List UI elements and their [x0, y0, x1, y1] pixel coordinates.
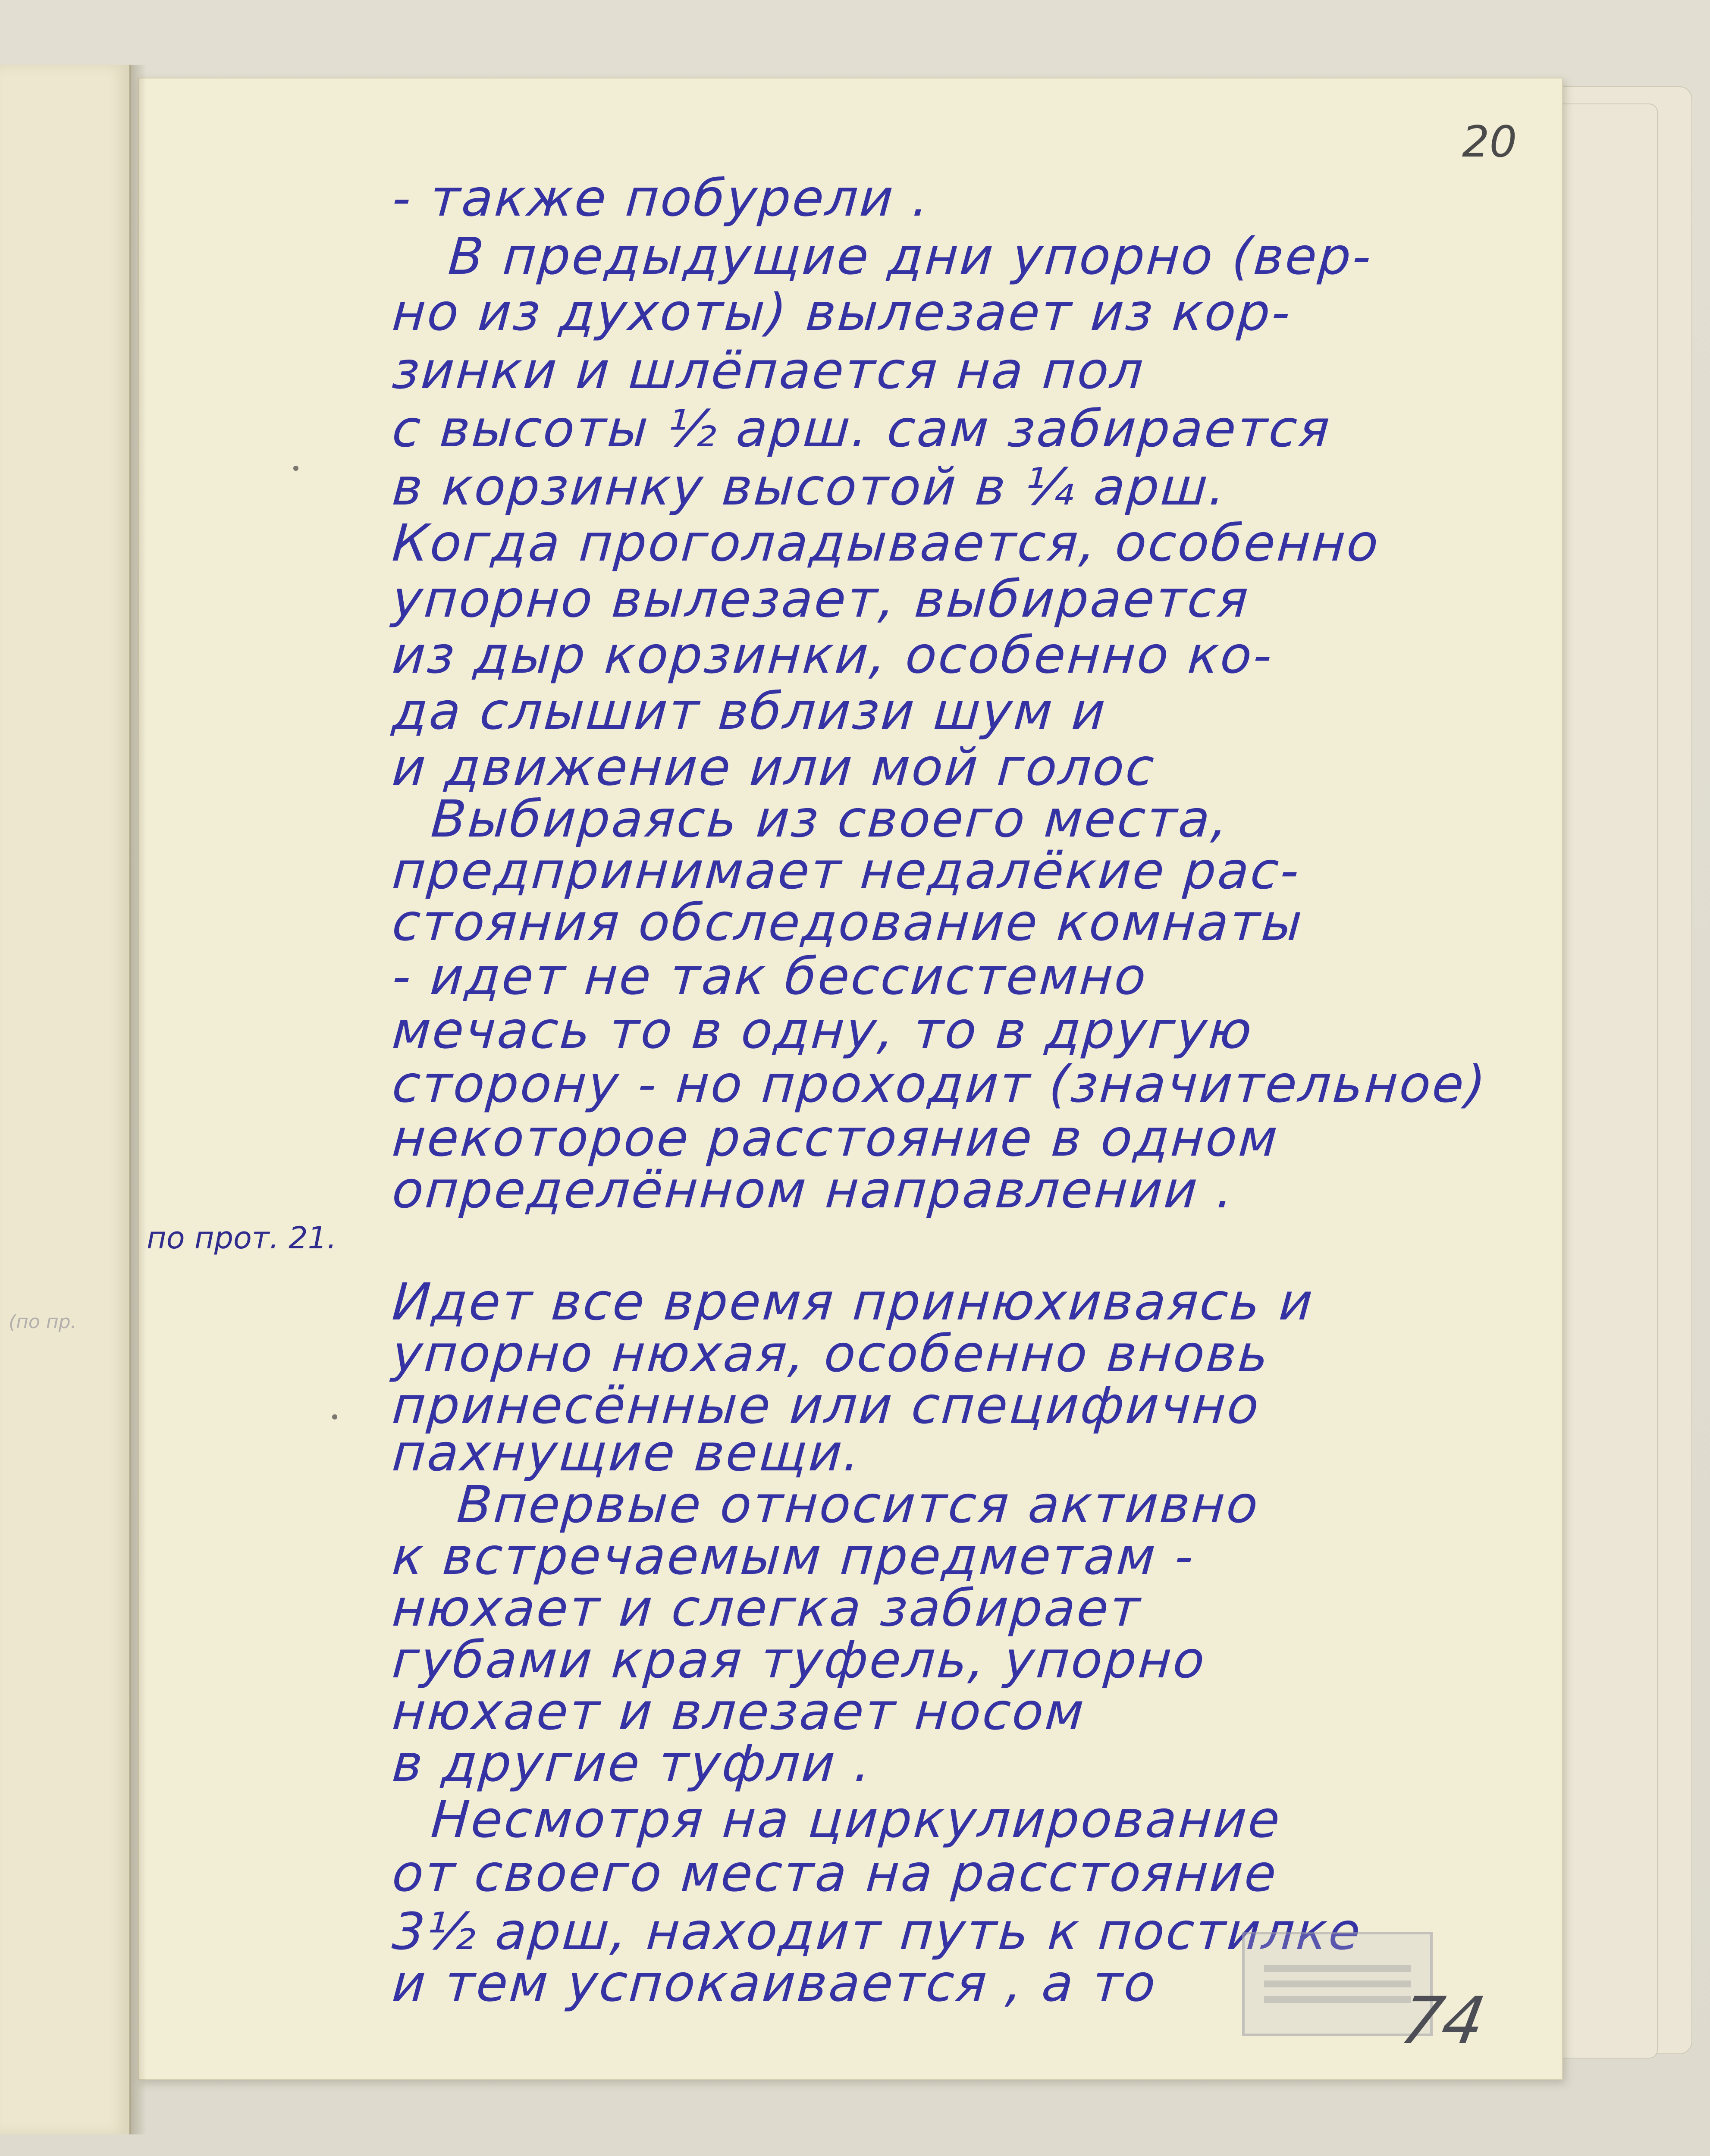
text-line: к встречаемым предметам - [390, 1526, 1197, 1586]
text-line: пахнущие вещи. [390, 1423, 864, 1482]
text-line: и тем успокаивается , а то [390, 1953, 1159, 2013]
page-number: 20 [1462, 116, 1517, 167]
text-line: Выбираясь из своего места, [429, 789, 1232, 849]
text-line: нюхает и слегка забирает [390, 1578, 1144, 1638]
spine-shadow [129, 65, 147, 2134]
text-line: упорно нюхая, особенно вновь [390, 1324, 1272, 1383]
ink-dot [293, 466, 298, 471]
stamp-line [1264, 1965, 1411, 1972]
text-line: от своего места на расстояние [390, 1843, 1280, 1903]
archive-number: 74 [1395, 1984, 1491, 2059]
margin-note: по прот. 21. [147, 1220, 337, 1256]
text-line: - также побурели . [390, 168, 933, 228]
ink-dot [332, 1414, 337, 1420]
text-line: В предыдущие дни упорно (вер- [446, 226, 1375, 286]
text-line: 3½ арш, находит путь к постилке [390, 1902, 1364, 1961]
text-line: мечась то в одну, то в другую [390, 1000, 1255, 1060]
text-line: принесённые или специфично [390, 1376, 1262, 1435]
text-line: - идет не так бессистемно [390, 946, 1150, 1006]
text-line: Идет все время принюхиваясь и [390, 1272, 1316, 1332]
text-line: в корзинку высотой в ¼ арш. [390, 457, 1229, 517]
text-line: губами края туфель, упорно [390, 1630, 1208, 1689]
text-line: предпринимает недалёкие рас- [390, 841, 1303, 900]
text-line: стояния обследование комнаты [390, 893, 1306, 952]
text-line: из дыр корзинки, особенно ко- [390, 625, 1276, 685]
text-line: нюхает и влезает носом [390, 1682, 1088, 1741]
text-line: и движение или мой голос [390, 737, 1158, 797]
text-line: Когда проголадывается, особенно [390, 513, 1382, 573]
text-line: в другие туфли . [390, 1733, 875, 1793]
text-line: упорно вылезает, выбирается [390, 569, 1252, 629]
left-page-edge [0, 65, 131, 2134]
text-line: Несмотря на циркулирование [429, 1789, 1283, 1849]
text-line: Впервые относится активно [455, 1475, 1262, 1534]
text-line: да слышит вблизи шум и [390, 681, 1109, 741]
text-line: некоторое расстояние в одном [390, 1108, 1281, 1168]
text-line: зинки и шлёпается на пол [390, 341, 1147, 400]
stamp-line [1264, 1981, 1411, 1987]
text-line: но из духоты) вылезает из кор- [390, 282, 1294, 342]
faint-margin-note: (по пр. [9, 1311, 77, 1333]
text-line: сторону - но проходит (значительное) [390, 1054, 1489, 1114]
text-line: определённом направлении . [390, 1160, 1237, 1219]
stamp-line [1264, 1996, 1411, 2003]
text-line: с высоты ½ арш. сам забирается [390, 399, 1333, 458]
